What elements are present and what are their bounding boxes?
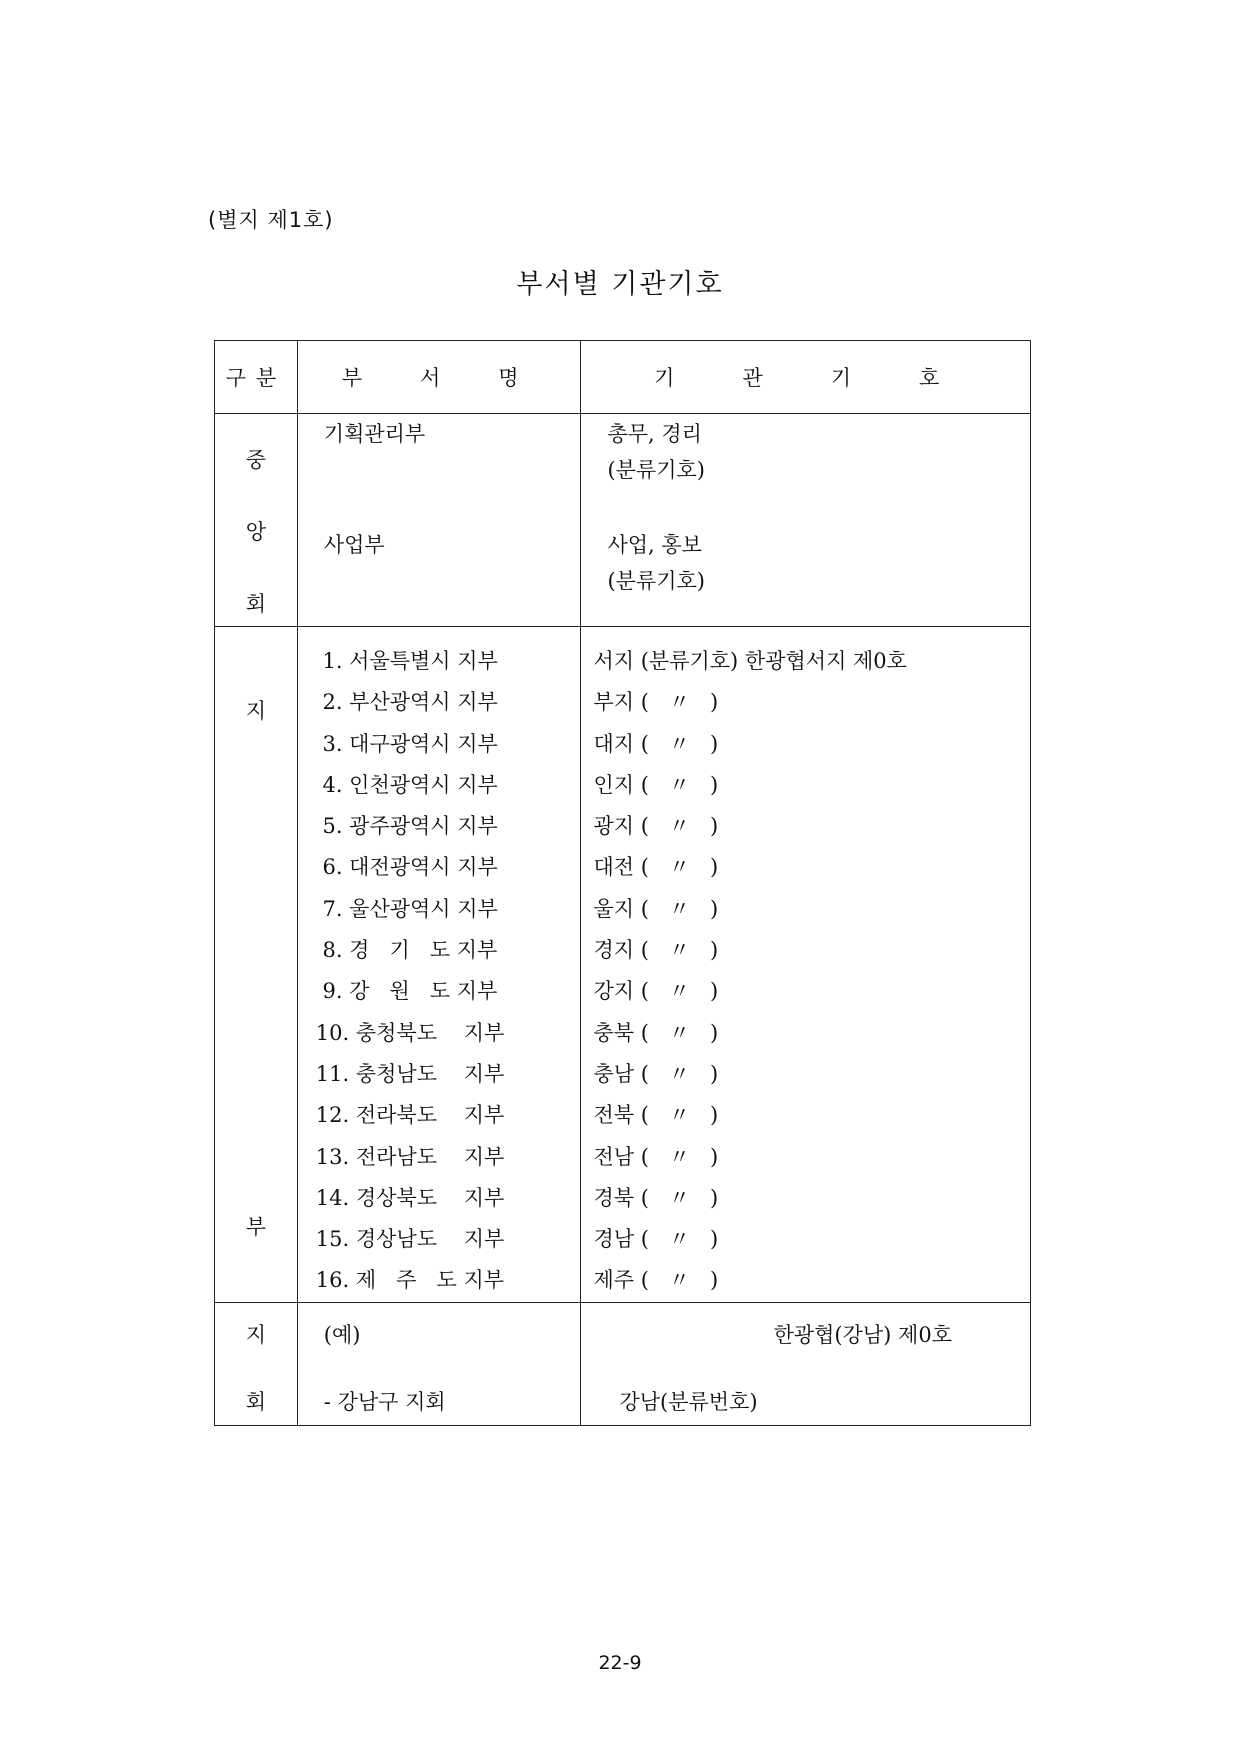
table-header-row	[215, 341, 1031, 414]
list-item: 13. 전라남도 지부	[315, 1144, 505, 1169]
page-title: 부서별 기관기호	[516, 269, 724, 300]
example-label: (예)	[323, 1323, 361, 1347]
list-item: 1. 서울특별시 지부	[315, 649, 498, 673]
list-item: 경지 ( 〃 )	[593, 938, 719, 963]
header-code: 기관기호	[581, 341, 1031, 414]
header-department: 부서명	[297, 341, 581, 414]
list-item: 전북 ( 〃 )	[593, 1103, 719, 1128]
central-side-char: 회	[245, 592, 267, 616]
code-value: 사업, 홍보	[607, 533, 702, 557]
list-item: 16. 제 주 도 지부	[315, 1268, 505, 1293]
branch-side-char: 부	[245, 1215, 267, 1239]
list-item: 2. 부산광역시 지부	[315, 690, 498, 715]
central-codes	[581, 414, 1031, 627]
list-item: 전남 ( 〃 )	[593, 1144, 719, 1169]
chapter-department	[297, 1303, 581, 1426]
code-note: 강남(분류번호)	[619, 1390, 758, 1414]
list-item: 울지 ( 〃 )	[593, 896, 719, 921]
code-value: 총무, 경리	[607, 422, 702, 446]
department-name: 사업부	[323, 533, 385, 557]
list-item: 8. 경 기 도 지부	[315, 938, 498, 963]
list-item: 6. 대전광역시 지부	[315, 855, 498, 880]
list-item: 제주 ( 〃 )	[593, 1268, 719, 1293]
list-item: 10. 충청북도 지부	[315, 1020, 505, 1045]
list-item: 9. 강 원 도 지부	[315, 979, 498, 1004]
chapter-code	[581, 1303, 1031, 1426]
branch-section-row	[215, 627, 1031, 1303]
list-item: 충남 ( 〃 )	[593, 1061, 719, 1086]
list-item: 3. 대구광역시 지부	[315, 731, 498, 756]
chapter-side-char: 회	[245, 1390, 267, 1414]
list-item: 부지 ( 〃 )	[593, 690, 719, 715]
department-name: 기획관리부	[323, 422, 426, 446]
list-item: 충북 ( 〃 )	[593, 1020, 719, 1045]
list-item: 서지 (분류기호) 한광협서지 제0호	[593, 649, 907, 673]
central-section-row	[215, 414, 1031, 627]
chapter-section-row	[215, 1303, 1031, 1426]
chapter-side-label	[215, 1303, 298, 1426]
central-side-char: 앙	[245, 520, 267, 544]
header-category: 구분	[215, 341, 298, 414]
list-item: 인지 ( 〃 )	[593, 772, 719, 797]
branch-codes	[581, 627, 1031, 1303]
annex-label: (별지 제1호)	[208, 208, 334, 232]
list-item: 대전 ( 〃 )	[593, 855, 719, 880]
code-note: (분류기호)	[607, 458, 705, 482]
code-note: (분류기호)	[607, 569, 705, 593]
list-item: 경북 ( 〃 )	[593, 1185, 719, 1210]
list-item: 4. 인천광역시 지부	[315, 772, 498, 797]
branch-departments	[297, 627, 581, 1303]
list-item: 14. 경상북도 지부	[315, 1185, 505, 1210]
central-side-char: 중	[245, 448, 267, 472]
department-code-table	[214, 340, 1031, 1426]
list-item: 강지 ( 〃 )	[593, 979, 719, 1004]
list-item: 광지 ( 〃 )	[593, 814, 719, 839]
chapter-side-char: 지	[245, 1323, 267, 1347]
list-item: 5. 광주광역시 지부	[315, 814, 498, 839]
list-item: 대지 ( 〃 )	[593, 731, 719, 756]
central-departments	[297, 414, 581, 627]
list-item: 15. 경상남도 지부	[315, 1227, 505, 1252]
list-item: 12. 전라북도 지부	[315, 1103, 505, 1128]
central-side-label	[215, 414, 298, 627]
department-name: - 강남구 지회	[323, 1390, 446, 1414]
branch-side-label	[215, 627, 298, 1303]
list-item: 경남 ( 〃 )	[593, 1227, 719, 1252]
list-item: 11. 충청남도 지부	[315, 1061, 505, 1086]
page-number: 22-9	[598, 1652, 642, 1674]
branch-side-char: 지	[245, 699, 267, 723]
list-item: 7. 울산광역시 지부	[315, 896, 498, 921]
code-value: 한광협(강남) 제0호	[773, 1323, 952, 1347]
